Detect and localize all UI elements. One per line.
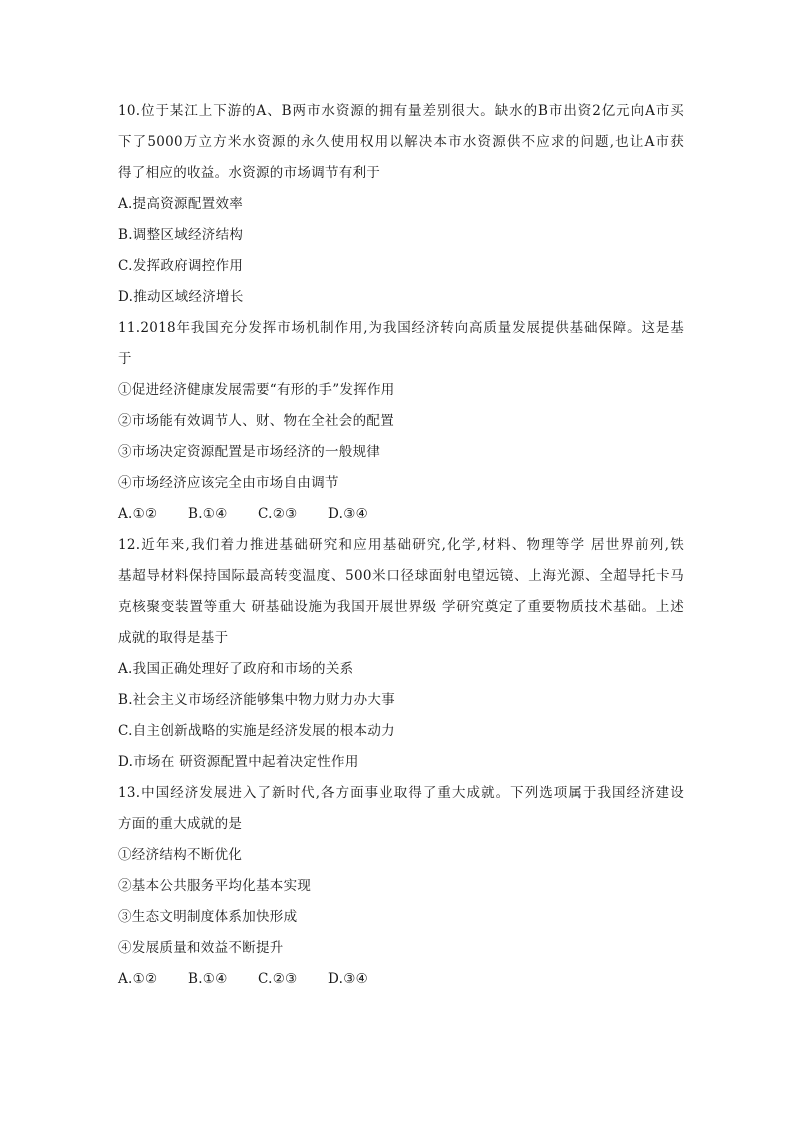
choice-a: A.①② [118, 506, 158, 522]
option-a: A.提高资源配置效率 [118, 196, 244, 212]
statement-1: ①经济结构不断优化 [118, 847, 243, 863]
statement-3: ③生态文明制度体系加快形成 [118, 909, 298, 925]
option-d: D.市场在 研资源配置中起着决定性作用 [118, 754, 359, 770]
choice-b: B.①④ [188, 506, 228, 522]
page-content [118, 96, 684, 995]
question-stem-line: 成就的取得是基于 [118, 630, 229, 646]
statement-2: ②市场能有效调节人、财、物在全社会的配置 [118, 413, 394, 429]
option-b: B.调整区域经济结构 [118, 227, 244, 243]
question-stem-line: 10.位于某江上下游的A、B两市水资源的拥有量差别很大。缺水的B市出资2亿元向A市买 [118, 103, 684, 119]
statement-1: ①促进经济健康发展需要“有形的手”发挥作用 [118, 382, 395, 398]
choice-d: D.③④ [328, 971, 369, 987]
question-stem-line: 方面的重大成就的是 [118, 816, 243, 832]
question-stem-line: 11.2018年我国充分发挥市场机制作用,为我国经济转向高质量发展提供基础保障。这是基 [118, 320, 684, 336]
question-stem-line: 下了5000万立方米水资源的永久使用权用以解决本市水资源供不应求的问题,也让A市获 [118, 134, 684, 150]
question-13 [118, 778, 684, 995]
option-c: C.发挥政府调控作用 [118, 258, 244, 274]
statement-4: ④发展质量和效益不断提升 [118, 940, 284, 956]
option-a: A.我国正确处理好了政府和市场的关系 [118, 661, 354, 677]
answer-choices [118, 964, 684, 995]
statement-4: ④市场经济应该完全由市场自由调节 [118, 475, 339, 491]
question-stem-line: 基超导材料保持国际最高转变温度、500米口径球面射电望远镜、上海光源、全超导托卡马 [118, 568, 684, 584]
choice-b: B.①④ [188, 971, 228, 987]
statement-3: ③市场决定资源配置是市场经济的一般规律 [118, 444, 381, 460]
option-d: D.推动区域经济增长 [118, 289, 244, 305]
option-c: C.自主创新战略的实施是经济发展的根本动力 [118, 723, 395, 739]
choice-d: D.③④ [328, 506, 369, 522]
question-stem-line: 13.中国经济发展进入了新时代,各方面事业取得了重大成就。下列选项属于我国经济建设 [118, 785, 684, 801]
question-12 [118, 530, 684, 778]
option-b: B.社会主义市场经济能够集中物力财力办大事 [118, 692, 396, 708]
question-11 [118, 313, 684, 530]
statement-2: ②基本公共服务平均化基本实现 [118, 878, 312, 894]
question-stem-line: 于 [118, 351, 132, 367]
question-10 [118, 96, 684, 313]
choice-c: C.②③ [258, 971, 298, 987]
question-stem-line: 12.近年来,我们着力推进基础研究和应用基础研究,化学,材料、物理等学 居世界前列,铁 [118, 537, 684, 553]
choice-a: A.①② [118, 971, 158, 987]
question-stem-line: 克核聚变装置等重大 研基础设施为我国开展世界级 学研究奠定了重要物质技术基础。上述 [118, 599, 684, 615]
question-stem-line: 得了相应的收益。水资源的市场调节有利于 [118, 165, 381, 181]
answer-choices [118, 499, 684, 530]
choice-c: C.②③ [258, 506, 298, 522]
